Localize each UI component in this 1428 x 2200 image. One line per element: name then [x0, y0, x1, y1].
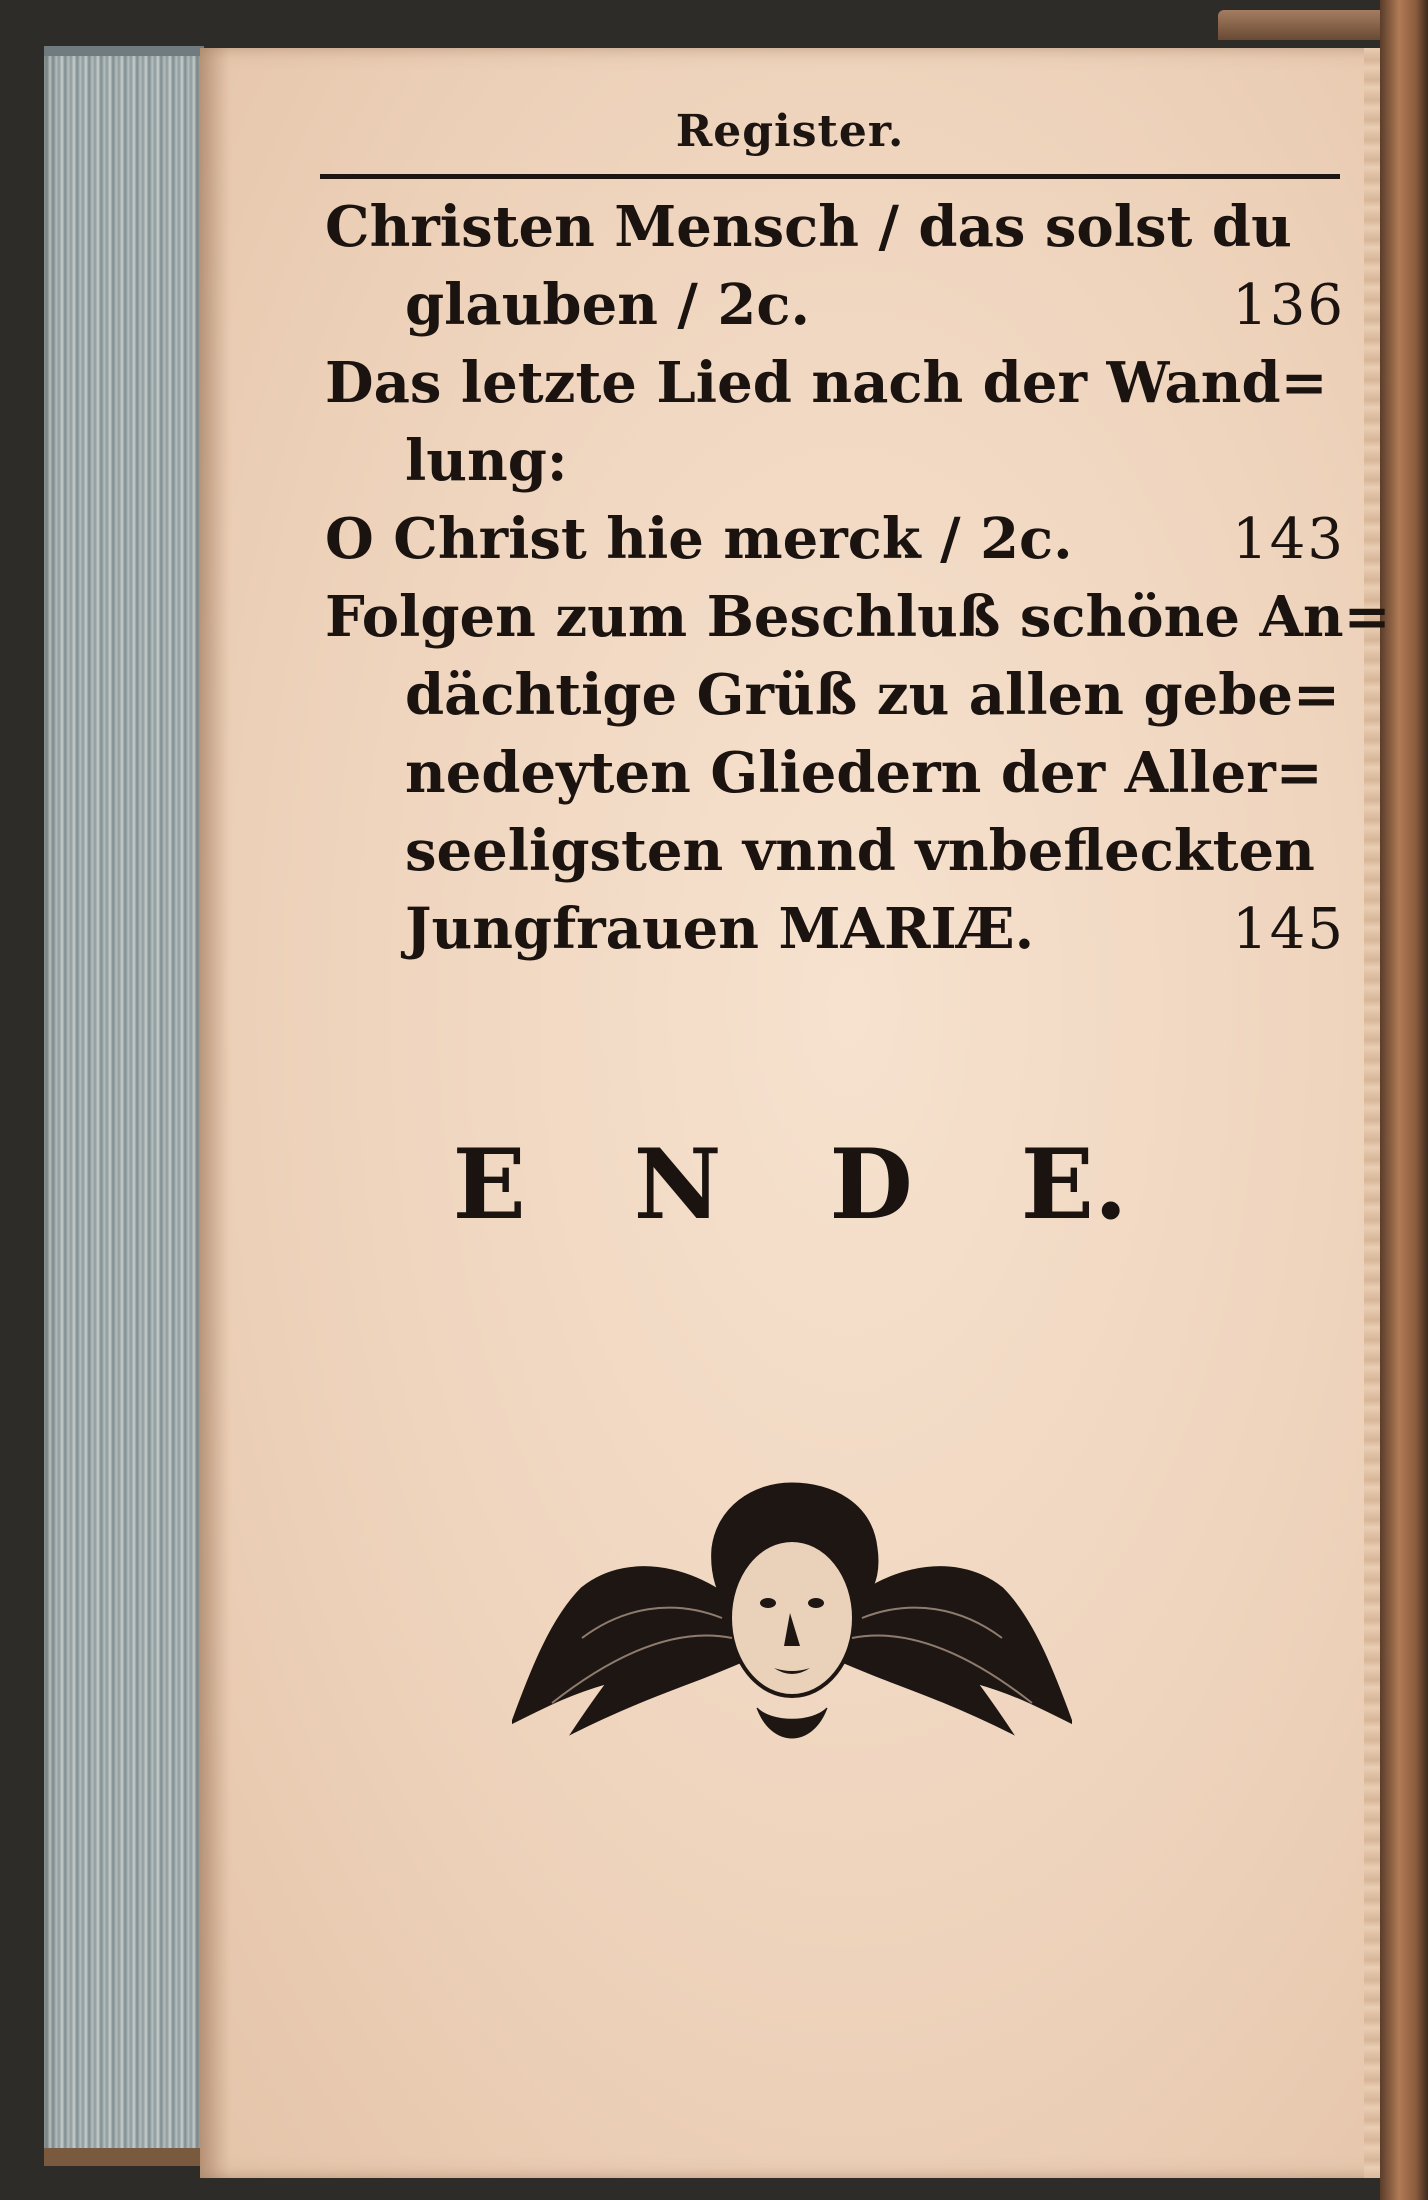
- ende-letter: E.: [1020, 1128, 1128, 1241]
- entry-text: Christen Mensch / das solst du: [325, 194, 1292, 260]
- ende-letter: E: [452, 1128, 526, 1241]
- page-edge: [1364, 48, 1380, 2178]
- entry-text: seeligsten vnnd vnbefleckten: [405, 818, 1315, 884]
- register-line: [325, 188, 1345, 266]
- entry-text: dächtige Grüß zu allen gebe=: [405, 662, 1340, 728]
- entry-text: lung:: [405, 428, 568, 494]
- register-line: [325, 578, 1391, 656]
- page-stack-edge: [44, 46, 204, 2166]
- ende-letter: N: [633, 1128, 722, 1241]
- entry-text: Folgen zum Beschluß schöne An=: [325, 584, 1391, 650]
- page-gutter: [200, 48, 230, 2178]
- running-head: Register.: [675, 106, 905, 157]
- entry-page-number: 136: [1232, 273, 1345, 338]
- entry-page-number: 145: [1232, 897, 1345, 962]
- ende-closing: [200, 1128, 1380, 1241]
- stack-bottom: [44, 2148, 204, 2166]
- entry-page-number: 143: [1232, 507, 1345, 572]
- register-line: [325, 812, 1345, 890]
- entry-text: O Christ hie merck / 2c.: [325, 506, 1073, 572]
- ende-letter: D: [829, 1128, 913, 1241]
- register-line: [325, 266, 1345, 344]
- stack-top: [44, 46, 204, 56]
- register-line: [325, 422, 1345, 500]
- entry-text: Jungfrauen MARIÆ.: [405, 896, 1035, 962]
- entry-text: nedeyten Gliedern der Aller=: [405, 740, 1323, 806]
- register-line: [325, 656, 1345, 734]
- register-entries: [325, 188, 1391, 968]
- register-line: [325, 890, 1345, 968]
- entry-text: glauben / 2c.: [405, 272, 810, 338]
- entry-text: Das letzte Lied nach der Wand=: [325, 350, 1328, 416]
- book-cover-edge: [1380, 0, 1428, 2200]
- register-line: [325, 500, 1345, 578]
- register-line: [325, 734, 1345, 812]
- register-line: [325, 344, 1345, 422]
- book-page: [200, 48, 1391, 2178]
- head-rule: [320, 174, 1340, 179]
- winged-cherub-head-icon: [512, 1478, 1072, 1778]
